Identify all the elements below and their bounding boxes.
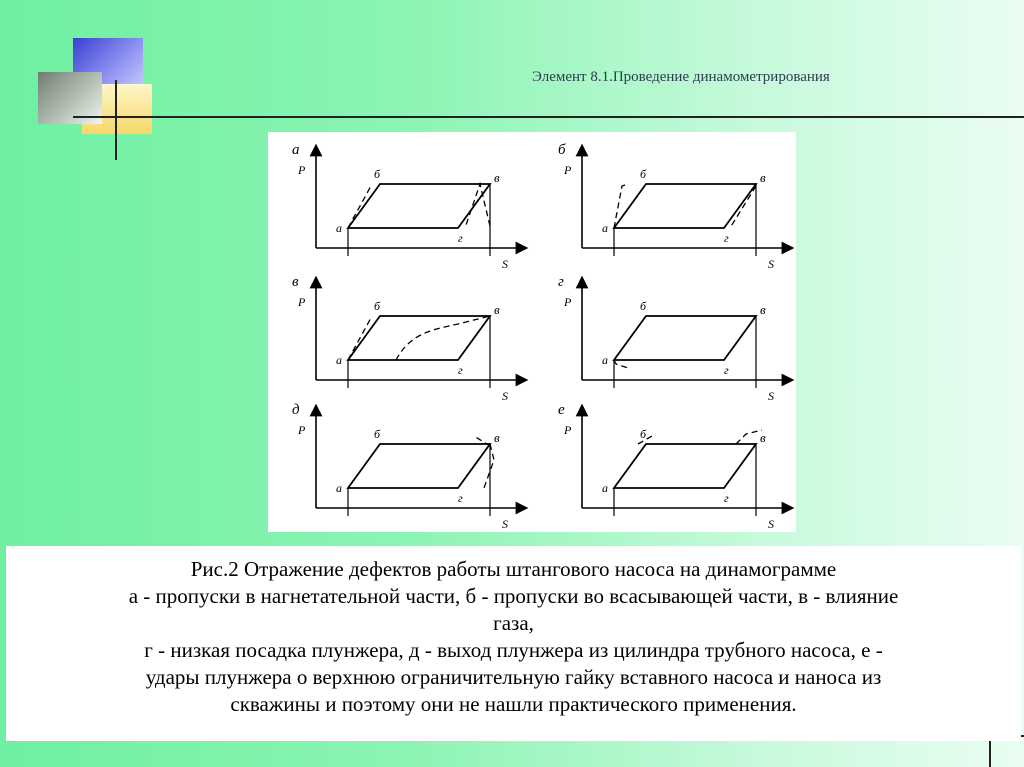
panel-1-defect-path <box>348 184 490 228</box>
decor-horizontal-rule <box>73 116 1024 118</box>
panel-2-label: б <box>558 142 566 158</box>
panel-6-corner-v: в <box>760 430 766 445</box>
panel-3-corner-v: в <box>494 302 500 317</box>
panel-5-axis-x-label: S <box>502 517 508 531</box>
dynamogram-figure <box>268 132 796 532</box>
panel-2-corner-a: а <box>602 221 608 235</box>
panel-5-axis-y-label: P <box>298 423 306 437</box>
panel-2-corner-g: г <box>724 231 729 245</box>
panel-4-corner-a: а <box>602 353 608 367</box>
panel-4-corner-b: б <box>640 299 647 313</box>
caption-line: Рис.2 Отражение дефектов работы штангового насоса на динамограмме <box>190 557 837 581</box>
panel-1-axis-y-label: P <box>298 163 306 177</box>
panel-6-corner-b: б <box>640 427 647 441</box>
panel-2-axis-y-label: P <box>564 163 572 177</box>
panel-1-corner-a: а <box>336 221 342 235</box>
panel-6-corner-a: а <box>602 481 608 495</box>
panel-6-label: е <box>558 402 565 418</box>
panel-5-corner-a: а <box>336 481 342 495</box>
panel-1-corner-g: г <box>458 231 463 245</box>
caption-line: газа, <box>493 611 534 635</box>
figure-caption <box>6 546 1021 741</box>
panel-2-corner-b: б <box>640 167 647 181</box>
panel-3-corner-b: б <box>374 299 381 313</box>
slide-title: Элемент 8.1.Проведение динамометрирования <box>532 69 830 85</box>
panel-6-axis-x-label: S <box>768 517 774 531</box>
panel-6-corner-g: г <box>724 491 729 505</box>
dynamogram-figure-svg <box>268 132 796 532</box>
panel-4-label: г <box>558 274 564 290</box>
panel-3-label: в <box>292 274 299 290</box>
panel-5-corner-g: г <box>458 491 463 505</box>
panel-5-corner-v: в <box>494 430 500 445</box>
panel-1-axis-x-label: S <box>502 257 508 271</box>
panel-6-axis-y-label: P <box>564 423 572 437</box>
panel-4-corner-g: г <box>724 363 729 377</box>
panel-6-dynamogram <box>614 444 756 488</box>
panel-5-corner-b: б <box>374 427 381 441</box>
panel-3-axis-y-label: P <box>298 295 306 309</box>
panel-3-defect-path <box>348 316 490 360</box>
caption-line: а - пропуски в нагнетательной части, б - пропуски во всасывающей части, в - влияние <box>128 584 899 608</box>
panel-1-label: а <box>292 142 300 158</box>
caption-line: скважины и поэтому они не нашли практического применения. <box>230 692 797 716</box>
panel-3-axis-x-label: S <box>502 389 508 403</box>
panel-1-corner-b: б <box>374 167 381 181</box>
panel-1-corner-v: в <box>494 170 500 185</box>
panel-4-dynamogram <box>614 316 756 360</box>
panel-2-corner-v: в <box>760 170 766 185</box>
panel-4-axis-y-label: P <box>564 295 572 309</box>
caption-line: г - низкая посадка плунжера, д - выход плунжера из цилиндра трубного насоса, е - <box>144 638 883 662</box>
panel-5-label: д <box>292 402 300 418</box>
panel-3-dynamogram <box>348 316 490 360</box>
panel-1-dynamogram <box>348 184 490 228</box>
decor-vertical-rule <box>115 80 117 160</box>
panel-3-corner-a: а <box>336 353 342 367</box>
panel-5-dynamogram <box>348 444 490 488</box>
panel-4-defect-path <box>614 360 628 368</box>
panel-4-axis-x-label: S <box>768 389 774 403</box>
caption-line: удары плунжера о верхнюю ограничительную гайку вставного насоса и наноса из <box>145 665 882 689</box>
panel-2-axis-x-label: S <box>768 257 774 271</box>
panel-3-corner-g: г <box>458 363 463 377</box>
panel-2-defect-path <box>614 184 756 228</box>
panel-4-corner-v: в <box>760 302 766 317</box>
panel-6-defect-path <box>638 430 762 444</box>
